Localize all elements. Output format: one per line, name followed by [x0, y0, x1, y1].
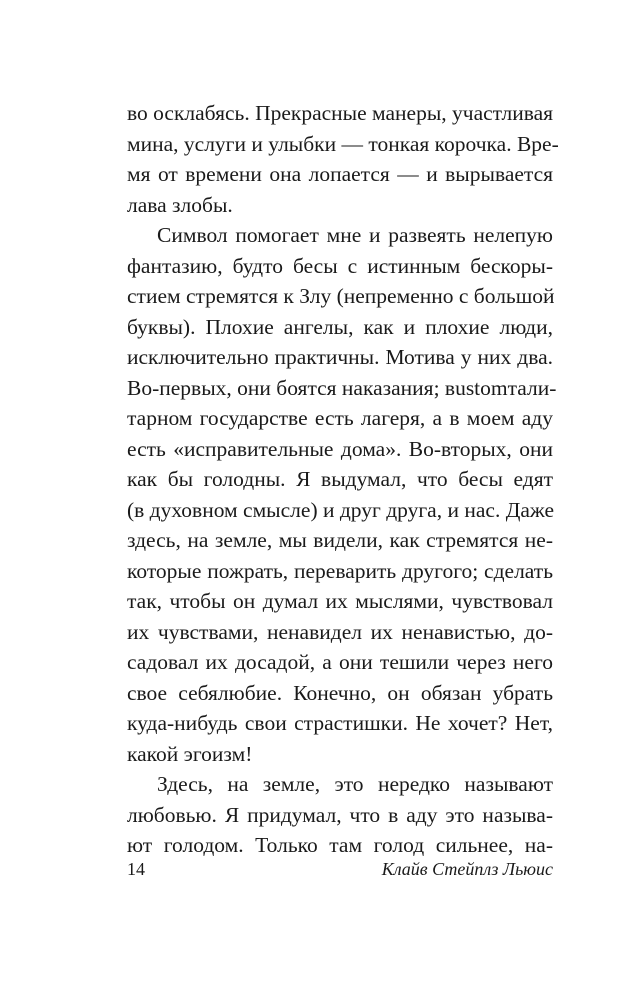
running-author: Клайв Стейплз Льюис [381, 859, 553, 879]
text-line: куда-нибудь свои страстишки. Не хочет? Нет, [127, 711, 553, 735]
text-line: исключительно практичны. Мотива у них два. [127, 345, 553, 369]
text-line: мина, услуги и улыбки — тонкая корочка. Вре- [127, 131, 559, 156]
text-line: любовью. Я придумал, что в аду это называ- [127, 802, 553, 827]
text-line: ют голодом. Только там голод сильнее, на- [127, 833, 553, 857]
text-line: стием стремятся к Злу (непременно с большой [127, 284, 555, 308]
page-footer [127, 856, 553, 882]
text-line: так, чтобы он думал их мыслями, чувствовал [127, 589, 553, 613]
body-text [127, 98, 559, 861]
text-line: садовал их досадой, а они тешили через него [127, 650, 553, 674]
text-line: какой эгоизм! [127, 741, 253, 766]
page-number: 14 [127, 859, 145, 879]
text-line: как бы голодны. Я выдумал, что бесы едят [127, 467, 553, 491]
text-line: их чувствами, ненавидел их ненавистью, до- [127, 619, 553, 644]
text-line: здесь, на земле, мы видели, как стремятся не- [127, 528, 553, 552]
text-line: Во-первых, они боятся наказания; вustomтали- [127, 375, 557, 400]
text-line: (в духовном смысле) и друг друга, и нас. Даже [127, 497, 555, 522]
text-line: фантазию, будто бесы с истинным бескоры- [127, 253, 553, 278]
text-line: свое себялюбие. Конечно, он обязан убрать [127, 680, 553, 705]
text-line: во осклабясь. Прекрасные манеры, участливая [127, 101, 554, 125]
text-line: Символ помогает мне и развеять нелепую [157, 223, 553, 247]
text-line: лава злобы. [127, 192, 233, 217]
text-line: мя от времени она лопается — и вырывается [127, 162, 553, 186]
text-line: тарном государстве есть лагеря, а в моем аду [127, 406, 553, 430]
text-line: Здесь, на земле, это нередко называют [157, 772, 553, 796]
text-line: есть «исправительные дома». Во-вторых, они [127, 436, 553, 461]
text-line: буквы). Плохие ангелы, как и плохие люди, [127, 314, 553, 339]
text-line: которые пожрать, переварить другого; сделать [127, 558, 553, 583]
